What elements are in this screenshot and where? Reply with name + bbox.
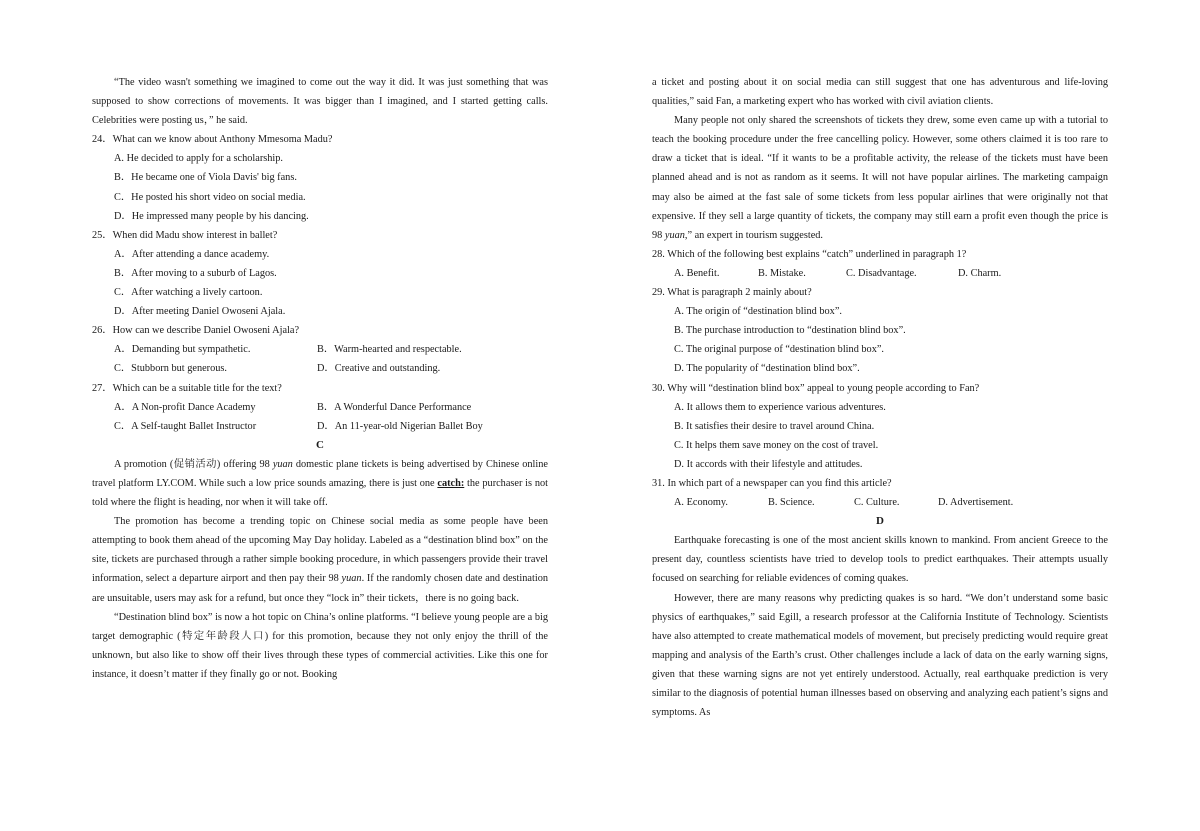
q30-option-a: A. It allows them to experience various adventures.	[674, 401, 886, 413]
question-29: 29. What is paragraph 2 mainly about?	[652, 287, 812, 299]
question-24: 24．What can we know about Anthony Mmesoma Madu?	[92, 134, 333, 146]
q27-options-row-2	[92, 417, 548, 436]
question-28: 28. Which of the following best explains “catch” underlined in paragraph 1?	[652, 248, 967, 260]
quote-paragraph: “The video wasn't something we imagined to come out the way it did. It was just something that was supposed to show corrections of movements. It was bigger than I imagined, and I started getting calls. Celebrities were posting us，” he said.	[92, 77, 548, 127]
q28-options-row	[652, 264, 1108, 283]
question-25: 25．When did Madu show interest in ballet?	[92, 229, 278, 241]
pc1-yuan: yuan	[272, 458, 293, 470]
q27-option-a: A．A Non-profit Dance Academy	[114, 401, 256, 413]
q30-option-b: B. It satisfies their desire to travel around China.	[674, 420, 875, 432]
pc2-text-b: . If the randomly chosen date and destination are unsuitable, users may ask for a refund, but once they “lock in” their tickets，there is no going back.	[92, 573, 549, 604]
q27-option-b: B．A Wonderful Dance Performance	[317, 401, 472, 413]
q24-option-c: C．He posted his short video on social media.	[114, 191, 306, 203]
q29-option-a: A. The origin of “destination blind box”.	[674, 306, 842, 318]
q27-option-c: C．A Self-taught Ballet Instructor	[114, 420, 257, 432]
pc1-text-a: A promotion (促销活动) offering 98	[114, 458, 273, 470]
passage-d-paragraph-1: Earthquake forecasting is one of the most ancient skills known to mankind. From ancient Greece to the present day, countless scientists have tried to develop tools to predict earthquakes. Their attempts usually focused on searching for reliable evidences of coming quakes.	[652, 535, 1108, 585]
q31-option-d: D. Advertisement.	[938, 497, 1014, 509]
q24-option-b: B．He became one of Viola Davis' big fans.	[114, 172, 297, 184]
question-30: 30. Why will “destination blind box” appeal to young people according to Fan?	[652, 382, 980, 394]
q25-option-c: C．After watching a lively cartoon.	[114, 287, 263, 299]
q28-option-a: A. Benefit.	[674, 267, 720, 279]
q28-option-b: B. Mistake.	[758, 267, 806, 279]
q27-options-row-1	[92, 398, 548, 417]
passage-c-paragraph-4	[652, 111, 1108, 245]
q25-option-b: B．After moving to a suburb of Lagos.	[114, 267, 277, 279]
question-26: 26．How can we describe Daniel Owoseni Ajala?	[92, 325, 300, 337]
q30-option-d: D. It accords with their lifestyle and attitudes.	[674, 458, 863, 470]
q31-options-row	[652, 493, 1108, 512]
section-d-heading: D	[876, 515, 884, 528]
q26-option-c: C．Stubborn but generous.	[114, 363, 227, 375]
left-column	[92, 73, 548, 684]
q30-option-c: C. It helps them save money on the cost of travel.	[674, 439, 879, 451]
q26-options-row-1	[92, 340, 548, 359]
q24-option-d: D．He impressed many people by his dancing.	[114, 210, 309, 222]
section-c-heading: C	[316, 438, 324, 451]
passage-c-paragraph-2	[92, 512, 548, 607]
question-27: 27．Which can be a suitable title for the text?	[92, 382, 282, 394]
pc1-text-b: domestic plane tickets is being advertised by Chinese online travel platform LY.COM. While such a low price sounds amazing, there is just one	[92, 458, 548, 489]
pc4-text-b: ,” an expert in tourism suggested.	[684, 229, 824, 241]
pc2-yuan: yuan	[341, 573, 362, 585]
passage-c-paragraph-3: “Destination blind box” is now a hot topic on China’s online platforms. “I believe young people are a big target demographic (特定年龄段人口) for this promotion, because they not only enjoy the thrill of the unknown, but also like to show off their lives through these types of commercial activities. Like this one for instance, it doesn’t matter if they finally go or not. Booking	[92, 611, 548, 680]
q31-option-c: C. Culture.	[854, 497, 900, 509]
q24-option-a: A. He decided to apply for a scholarship.	[114, 153, 283, 165]
q27-option-d: D．An 11-year-old Nigerian Ballet Boy	[317, 420, 483, 432]
q26-options-row-2	[92, 359, 548, 378]
q25-option-a: A．After attending a dance academy.	[114, 248, 270, 260]
pc2-text-a: The promotion has become a trending topic on Chinese social media as some people have been attempting to book them ahead of the upcoming May Day holiday. Labeled as a “destination blind box” on the site, tickets are purchased through a rather simple booking procedure, in which passengers provide their travel information, select a departure airport and then pay their 98	[92, 516, 548, 585]
q26-option-b: B．Warm-hearted and respectable.	[317, 344, 462, 356]
question-31: 31. In which part of a newspaper can you find this article?	[652, 477, 892, 489]
continued-paragraph: a ticket and posting about it on social media can still suggest that one has adventurous and life-loving qualities,” said Fan, a marketing expert who has worked with civil aviation clients.	[652, 77, 1108, 108]
passage-c-paragraph-1	[92, 455, 548, 512]
q29-option-d: D. The popularity of “destination blind box”.	[674, 363, 860, 375]
pc4-text-a: Many people not only shared the screenshots of tickets they drew, some even came up with a tutorial to teach the booking procedure under the free cancelling policy. However, some others claimed it is too rare to draw a ticket that is ideal. “If it wants to be a profitable activity, the release of the tickets must have been planned ahead and is not as random as it seems. It will not have popular airlines. The marketing campaign may also be aimed at the fast sale of some tickets from less popular airlines that were originally not that expensive. If they sell a large quantity of tickets, the company may still earn a profit even though the price is 98	[652, 115, 1108, 241]
q29-option-c: C. The original purpose of “destination blind box”.	[674, 344, 885, 356]
q28-option-c: C. Disadvantage.	[846, 267, 917, 279]
q29-option-b: B. The purchase introduction to “destination blind box”.	[674, 325, 906, 337]
q26-option-d: D．Creative and outstanding.	[317, 363, 441, 375]
pc4-yuan: yuan	[664, 229, 685, 241]
right-column	[652, 73, 1108, 722]
q26-option-a: A．Demanding but sympathetic.	[114, 344, 251, 356]
q28-option-d: D. Charm.	[958, 267, 1002, 279]
passage-d-paragraph-2: However, there are many reasons why predicting quakes is so hard. “We don’t understand some basic physics of earthquakes,” said Egill, a research professor at the California Institute of Technology. Scientists have also attempted to create mathematical models of movement, but precisely predicting would require great mapping and analysis of the Earth’s crust. Other challenges include a lack of data on the early warning signs, given that these warning signs are not yet entirely understood. Actually, real earthquake prediction is very similar to the diagnosis of potential human illnesses based on observing and analyzing each patient’s signs and symptoms. As	[652, 592, 1108, 719]
q31-option-a: A. Economy.	[674, 497, 728, 509]
catch-underlined-word: catch:	[437, 477, 465, 489]
q31-option-b: B. Science.	[768, 497, 815, 509]
pc1-text-c: the purchaser is not told where the flight is heading, nor when it will take off.	[92, 477, 548, 509]
q25-option-d: D．After meeting Daniel Owoseni Ajala.	[114, 306, 286, 318]
